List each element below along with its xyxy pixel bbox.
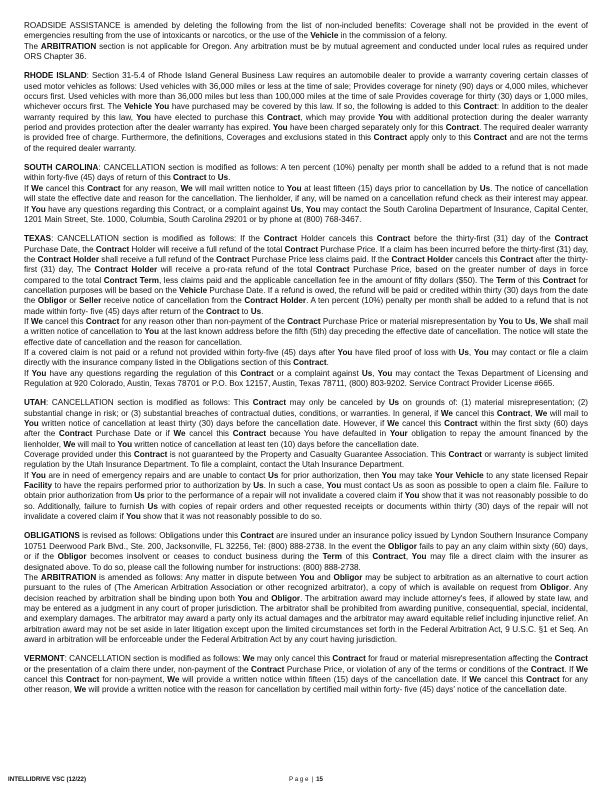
text-run: . In such a case,: [263, 481, 327, 491]
defined-term: Contract: [463, 102, 497, 112]
defined-term: We: [469, 674, 482, 684]
defined-term: You: [378, 112, 393, 122]
text-run: are in need of emergency repairs and are unable to contact: [45, 470, 268, 480]
defined-term: Contract: [240, 531, 274, 541]
texas-paragraph: [24, 234, 588, 317]
defined-term: Contract: [530, 664, 565, 674]
text-run: .: [326, 358, 329, 368]
defined-term: Us: [217, 173, 229, 183]
defined-term: We: [387, 419, 400, 429]
defined-term: Contract: [293, 358, 327, 368]
defined-term: You: [272, 123, 288, 133]
defined-term: Us: [458, 347, 469, 357]
text-run: .: [228, 173, 231, 183]
texas-claim-paragraph: [24, 348, 588, 369]
text-run: at the last known address before the fifth (5th) day preceding the effective date of cancellation. The notice will state the effective date of cancellation and the reason for cancellation.: [24, 327, 588, 347]
defined-term: Your: [389, 429, 408, 439]
defined-term: OBLIGATIONS: [24, 531, 80, 541]
defined-term: Us: [134, 491, 145, 501]
vermont-paragraph: [24, 654, 588, 695]
text-run: have been charged separately only for this: [287, 123, 446, 133]
defined-term: You: [381, 470, 397, 480]
text-run: cancel this: [43, 183, 88, 193]
defined-term: Obligor: [388, 541, 417, 551]
defined-term: Contract: [554, 234, 588, 244]
text-run: for any other reason,: [24, 674, 588, 695]
defined-term: We: [74, 685, 87, 695]
defined-term: We: [167, 674, 180, 684]
texas-notice-paragraph: [24, 317, 588, 348]
text-run: written notice of cancellation at least thirty (30) days before the cancellation date. However, if: [38, 419, 388, 429]
defined-term: You: [24, 419, 39, 429]
defined-term: Contract: [287, 316, 321, 326]
text-run: may contact the South Carolina Department of Insurance, Capital Center, 1201 Main Street, Ste. 1000, Columbia, South Carolina 29201 or by phone at (800) 768-3467.: [24, 204, 589, 224]
text-run: may be subject to arbitration as an alternative to court action pursuant to the rules of (The American Arbitration Association or other recognized arbitrator), a copy of which is available on request from: [24, 572, 589, 593]
text-run: will mail to: [547, 408, 589, 418]
text-run: within the first sixty (60) days after the: [24, 419, 589, 439]
defined-term: You: [144, 327, 160, 337]
text-run: will provide a written notice within fifteen (15) days of the cancellation date. If: [179, 674, 470, 684]
defined-term: Contract: [445, 123, 480, 133]
defined-term: ARBITRATION: [40, 572, 97, 582]
defined-term: You: [117, 439, 133, 449]
page-indicator: [8, 775, 604, 785]
south-carolina-notice-paragraph: [24, 184, 588, 225]
defined-term: Obligor: [540, 583, 569, 593]
text-run: The: [24, 41, 41, 51]
page-word: P a g e: [289, 776, 309, 783]
text-run: have any questions regarding this Contract, or a complaint against: [45, 204, 291, 214]
text-run: . The notice of cancellation will state the effective date and reason for the cancellation. The lienholder, if any, will be named on a cancellation refund check as their interest may appear. If: [24, 183, 588, 214]
text-run: will receive a pro-rata refund of the total: [157, 265, 317, 275]
defined-term: ARBITRATION: [40, 41, 97, 51]
text-run: Purchase Price, or violation of any of the terms or conditions of the: [284, 664, 531, 674]
defined-term: Term: [322, 552, 342, 562]
defined-term: Contract Holder: [391, 254, 453, 264]
text-run: cancel this: [185, 429, 233, 439]
text-run: for non-payment,: [99, 674, 168, 684]
defined-term: Us: [250, 306, 262, 316]
text-run: may contact or file a claim directly with the insurance company listed in the Obligations section of this: [24, 347, 589, 368]
defined-term: You: [31, 368, 47, 378]
page-separator: |: [311, 776, 314, 783]
defined-term: You: [305, 204, 321, 214]
text-run: apply only to this: [407, 133, 474, 143]
defined-term: We: [173, 429, 186, 439]
defined-term: We: [31, 183, 44, 193]
text-run: of this: [341, 552, 373, 562]
text-run: written notice of cancellation at least ten (10) days before the cancellation date.: [132, 439, 419, 449]
text-run: to: [206, 173, 218, 183]
text-run: cancels this: [452, 254, 500, 264]
text-run: will provide a written notice with the reason for cancellation by certified mail within forty- five (45) days' notice of the cancellation date.: [86, 685, 567, 695]
text-run: If: [24, 183, 32, 193]
defined-term: Contract: [499, 254, 534, 264]
defined-term: We: [539, 316, 552, 326]
text-run: fails to pay an any claim within sixty (60) days, or if the: [24, 541, 589, 562]
text-run: : Section 31-5.4 of Rhode Island General Business Law requires an automobile dealer to provide a warranty covering certain classes of used motor vehicles as follows: Used vehicles with 36,000 miles or less at the time of sale; Provides coverage for ninety (90) days or 4,000 miles, whichever occurs first. Used vehicles with more than 36,000 miles but less than 100,000 miles at the time of sale Provides coverage for thirty (30) days or 1,000 miles, whichever occurs first. The: [24, 71, 589, 112]
text-run: for cancellation purposes will be based on the: [24, 275, 588, 295]
text-run: for any reason,: [120, 183, 181, 193]
text-run: receive notice of cancellation from the: [101, 296, 245, 306]
defined-term: You: [30, 204, 46, 214]
text-run: show that it was not reasonably possible to do so. Additionally, failure to furnish: [24, 491, 589, 511]
text-run: . The required dealer warranty is provided free of charge. Furthermore, the definitions, Coverages and exclusions stated in this: [24, 123, 588, 143]
defined-term: Contract: [263, 234, 298, 244]
defined-term: Contract: [95, 244, 130, 254]
text-run: are insured under an insurance policy issued by Lyndon Southern Insurance Company 10751 Deerwood Park Blvd., Ste. 200, Jacksonville, FL 32256, Tel: (800) 888-2738. In the event the: [24, 531, 588, 551]
defined-term: You: [377, 368, 393, 378]
text-run: is not guaranteed by the Property and Casualty Guarantee Association. This: [167, 450, 449, 460]
text-run: cancel this: [452, 408, 497, 418]
obligations-paragraph: [24, 531, 588, 572]
texas-complaint-paragraph: [24, 369, 588, 390]
defined-term: Contract: [65, 674, 100, 684]
defined-term: We: [535, 408, 548, 418]
defined-term: Vehicle: [310, 31, 339, 41]
text-run: of this: [515, 275, 543, 285]
defined-term: Obligor: [271, 593, 301, 603]
text-run: becomes insolvent or ceases to conduct business during the: [86, 552, 323, 562]
text-run: . The arbitration award may include attorney's fees, if allowed by state law, and may be entered as a judgment in any court of proper jurisdiction. The arbitrator shall be prohibited from awarding punitive, consequential, special, incidental, and exemplary damages. The arbitrator may award a party only its actual damages and the arbitrator may award equitable relief including injunctive relief. An arbitration award may not be set aside in later litigation except upon the limited circumstances set forth in the Federal Arbitration Act, 9 U.S.C. §1 et Seq. An award in arbitration will be enforceable under the Federal Arbitration Act by any court having jurisdiction.: [24, 593, 588, 644]
defined-term: You: [411, 552, 427, 562]
text-run: at least fifteen (15) days prior to cancellation by: [301, 183, 480, 193]
text-run: and are not the terms of the required dealer warranty.: [24, 133, 588, 153]
text-run: cancel this: [42, 316, 86, 326]
defined-term: Contract Holder: [37, 254, 99, 264]
defined-term: You: [286, 183, 302, 193]
text-run: : CANCELLATION section is modified as follows: If the: [51, 234, 264, 244]
defined-term: Contract: [206, 306, 240, 316]
text-run: Purchase Date. If a refund is owed, the refund will be paid or credited within thirty (30) days from the date the: [24, 285, 588, 306]
utah-coverage-paragraph: [24, 450, 588, 471]
text-run: or the presentation of a claim there under, non-payment of the: [24, 664, 251, 674]
defined-term: Us: [361, 368, 373, 378]
defined-term: VERMONT: [24, 654, 65, 664]
text-run: shall receive a full refund of the: [99, 254, 217, 264]
utah-paragraph: [24, 398, 588, 450]
defined-term: Contract: [250, 664, 285, 674]
defined-term: Us: [479, 183, 491, 193]
text-run: after the thirty-first (31) day, The: [24, 254, 589, 275]
defined-term: Your Vehicle: [435, 470, 484, 480]
text-run: shall mail a written notice of cancellation to: [24, 316, 589, 337]
defined-term: Contract: [542, 275, 576, 285]
text-run: ,: [301, 204, 306, 214]
text-run: Purchase Price less claims paid. If the: [249, 254, 392, 264]
text-run: Purchase Price or material misrepresentation by: [320, 316, 499, 326]
text-run: have elected to purchase this: [151, 112, 267, 122]
text-run: in the commission of a felony.: [338, 31, 448, 41]
arbitration-paragraph: [24, 573, 588, 645]
text-run: cancel this: [24, 674, 66, 684]
defined-term: Us: [267, 470, 279, 480]
defined-term: You: [404, 491, 420, 501]
text-run: for any reason other than non-payment of the: [119, 316, 288, 326]
defined-term: We: [575, 664, 588, 674]
text-run: . A ten percent (10%) penalty per month shall be added to a refund that is not made within forty- five (45) days after return of the: [24, 296, 588, 316]
defined-term: Contract: [266, 112, 301, 122]
defined-term: We: [440, 408, 453, 418]
defined-term: Us: [253, 481, 264, 491]
text-run: : CANCELLATION section is modified as follows: A ten percent (10%) penalty per month shall be added to a refund that is not made within forty-five (45) days of return of this: [24, 163, 588, 183]
page-footer: [8, 775, 604, 785]
text-run: show that it was not reasonably possible to do so.: [140, 512, 322, 522]
page-number: 15: [316, 776, 323, 783]
text-run: because You have defaulted in: [266, 429, 390, 439]
text-run: Purchase Date or if: [92, 429, 174, 439]
defined-term: Contract: [85, 316, 120, 326]
text-run: is amended as follows: Any matter in dispute between: [96, 572, 300, 582]
form-id: INTELLIDRIVE VSC (12/22): [8, 776, 87, 783]
defined-term: Contract: [240, 368, 274, 378]
defined-term: You: [299, 572, 315, 582]
text-run: Coverage provided under this: [24, 450, 134, 460]
text-run: . Any decision reached by arbitration shall be binding upon both: [24, 583, 588, 603]
defined-term: You: [31, 470, 46, 480]
text-run: will mail written notice to: [192, 183, 287, 193]
text-run: The: [24, 572, 41, 582]
defined-term: You: [473, 347, 489, 357]
defined-term: Us: [290, 204, 302, 214]
defined-term: Obligor: [37, 296, 67, 306]
text-run: Holder cancels this: [297, 234, 377, 244]
defined-term: Term: [496, 275, 516, 285]
defined-term: Us: [388, 398, 400, 408]
text-run: section is not applicable for Oregon. Any arbitration must be by mutual agreement and conducted under local rules as required under ORS Chapter 36.: [24, 41, 588, 62]
text-run: may contact the Texas Department of Licensing and Regulation at 920 Colorado, Austin, Texas 78701 or P.O. Box 12157, Austin, Texas 78711, (800) 803-9202. Service Contract Provider License #665.: [24, 368, 588, 388]
defined-term: Contract: [496, 408, 531, 418]
defined-term: Contract: [554, 654, 589, 664]
text-run: , which may provide: [300, 112, 379, 122]
defined-term: Contract: [87, 183, 121, 193]
text-run: obligation to repay the amount financed by the lienholder,: [24, 429, 589, 449]
text-run: and: [252, 593, 272, 603]
defined-term: Us: [524, 316, 536, 326]
text-run: ROADSIDE ASSISTANCE is amended by deleting the following from the list of non-included benefits: Coverage shall not be provided in the event of emergencies resulting from the use of intoxicants or narcotics, or the use of the: [24, 21, 588, 41]
text-run: for fraud or material misrepresentation affecting the: [365, 654, 555, 664]
defined-term: Contract: [232, 429, 267, 439]
text-run: . If: [564, 664, 576, 674]
defined-term: Contract: [376, 234, 411, 244]
text-run: have filed proof of loss with: [352, 347, 459, 357]
text-run: cancel this: [399, 419, 445, 429]
text-run: have any questions regarding the regulation of this: [46, 368, 241, 378]
text-run: is revised as follows: Obligations under this: [79, 531, 241, 541]
text-run: or: [66, 296, 80, 306]
defined-term: Contract: [316, 265, 350, 275]
rhode-island-paragraph: [24, 71, 588, 154]
defined-term: Contract: [133, 450, 168, 460]
text-run: to: [513, 316, 525, 326]
text-run: ,: [405, 552, 412, 562]
defined-term: Contract: [332, 654, 366, 664]
text-run: ,: [530, 408, 536, 418]
defined-term: We: [242, 654, 255, 664]
defined-term: Contract: [444, 419, 478, 429]
text-run: may take: [396, 470, 436, 480]
text-run: ,: [372, 368, 378, 378]
defined-term: Contract: [58, 429, 93, 439]
defined-term: You: [136, 112, 151, 122]
text-run: may file a direct claim with the insurer as designated above. To do so, please call the following number for instructions: (800) 888-2738.: [24, 552, 588, 572]
text-run: , less claims paid and the applicable cancellation fee in the amount of fifty dollars ($50). The: [158, 275, 497, 285]
text-run: Purchase Price, based on the greater number of days in force compared to the total: [24, 265, 589, 285]
defined-term: We: [30, 316, 43, 326]
defined-term: Us: [147, 501, 158, 511]
text-run: Purchase Date, the: [24, 244, 96, 254]
text-run: If: [24, 368, 32, 378]
text-run: may only be canceled by: [286, 398, 389, 408]
text-run: on grounds of: (1) material misrepresentation; (2) substantial change in risk; or (3) substantial breaches of contractual duties, conditions, or warranties. In general, if: [24, 398, 588, 418]
text-run: Purchase Price. If a claim has been incurred before the thirty-first (31) day, the: [24, 244, 588, 264]
defined-term: Contract: [173, 173, 207, 183]
text-run: or a complaint against: [273, 368, 362, 378]
defined-term: Facility: [24, 481, 52, 491]
defined-term: We: [180, 183, 193, 193]
text-run: prior to the performance of a repair will not invalidate a covered claim if: [144, 491, 405, 501]
text-run: cancel this: [481, 674, 527, 684]
text-run: with additional protection during the dealer warranty period and provides protection after the dealer warranty has expired.: [24, 112, 588, 133]
text-run: to: [239, 306, 251, 316]
defined-term: Contract: [373, 133, 408, 143]
text-run: to any state licensed Repair: [483, 470, 588, 480]
defined-term: RHODE ISLAND: [24, 71, 87, 81]
defined-term: UTAH: [24, 398, 46, 408]
defined-term: Obligor: [333, 572, 363, 582]
text-run: will mail to: [75, 439, 118, 449]
defined-term: We: [63, 439, 76, 449]
document-body: [24, 21, 588, 705]
defined-term: Contract: [284, 244, 319, 254]
defined-term: You: [337, 347, 353, 357]
text-run: If: [24, 316, 31, 326]
defined-term: Contract: [252, 398, 287, 408]
text-run: : CANCELLATION section is modified as follows:: [64, 654, 243, 664]
defined-term: Contract: [216, 254, 250, 264]
text-run: .: [261, 306, 264, 316]
defined-term: You: [326, 481, 342, 491]
text-run: ,: [468, 347, 474, 357]
text-run: If a covered claim is not paid or a refund not provided within forty-five (45) days after: [24, 347, 338, 357]
defined-term: Contract: [372, 552, 406, 562]
oregon-arbitration-paragraph: [24, 42, 588, 63]
utah-emergency-paragraph: [24, 471, 588, 523]
defined-term: Contract: [448, 450, 482, 460]
text-run: have purchased may be covered by this law. If so, the following is added to this: [169, 102, 464, 112]
roadside-assistance-paragraph: [24, 21, 588, 42]
text-run: : CANCELLATION section is modified as follows: This: [45, 398, 253, 408]
text-run: : In addition to the dealer warranty required by this law,: [24, 102, 588, 122]
text-run: Holder will receive a full refund of the total: [129, 244, 285, 254]
text-run: with copies of repair orders and other requested receipts or documents within thirty (30) days of the repair will not invalidate a covered claim if: [24, 501, 588, 522]
text-run: before the thirty-first (31) day of the: [410, 234, 555, 244]
defined-term: Contract: [526, 674, 560, 684]
defined-term: Vehicle You: [124, 102, 170, 112]
defined-term: You: [126, 512, 141, 522]
defined-term: TEXAS: [24, 234, 52, 244]
defined-term: Contract: [473, 133, 508, 143]
text-run: must contact Us as soon as possible to open a claim file. Failure to obtain prior authorization from: [24, 481, 589, 501]
defined-term: Obligor: [57, 552, 87, 562]
text-run: or warranty is subject limited regulation by the Utah Insurance Department. To file a complaint, contact the Utah Insurance Department.: [24, 450, 588, 470]
text-run: for prior authorization, then: [278, 470, 382, 480]
defined-term: Contract Term: [103, 275, 159, 285]
defined-term: You: [498, 316, 514, 326]
defined-term: Seller: [79, 296, 102, 306]
text-run: may only cancel this: [254, 654, 333, 664]
defined-term: Contract Holder: [94, 265, 158, 275]
text-run: ,: [535, 316, 540, 326]
defined-term: SOUTH CAROLINA: [24, 163, 99, 173]
defined-term: Contract Holder: [244, 296, 307, 306]
text-run: and: [314, 572, 334, 582]
defined-term: You: [237, 593, 253, 603]
text-run: If: [24, 470, 32, 480]
defined-term: Vehicle: [179, 285, 208, 295]
south-carolina-paragraph: [24, 163, 588, 184]
text-run: to have the repairs performed prior to authorization by: [52, 481, 254, 491]
